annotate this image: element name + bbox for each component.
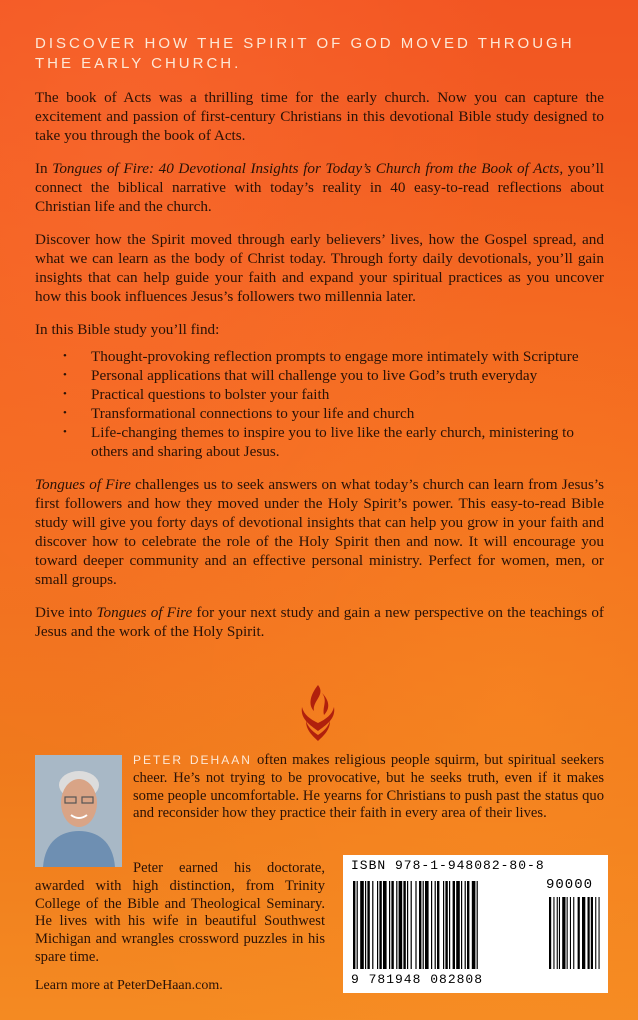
headline: DISCOVER HOW THE SPIRIT OF GOD MOVED THROUGH THE EARLY CHURCH. [35,35,575,72]
paragraph-challenge: Tongues of Fire challenges us to seek answers on what today’s church can learn from Jesus’s first followers and how they moved under the Holy Spirit’s power. This easy-to-read Bible study will give you forty days of devotional insights that can help you grow in your faith and discover how to celebrate the role of the Holy Spirit then and now. It will encourage you toward deeper community and an effective personal ministry. Perfect for women, men, or small groups. [35,476,604,588]
paragraph-discover: Discover how the Spirit moved through early believers’ lives, how the Gospel spread, and what we can learn as the body of Christ today. Through forty daily devotionals, you’ll gain insights that can help guide your faith and expand your spiritual practices as you uncover how this book influences Jesus’s followers two millennia later. [35,231,604,305]
list-item: • Thought-provoking reflection prompts to engage more intimately with Scripture [63,347,604,366]
isbn-barcode [343,855,608,993]
isbn-label: ISBN 978-1-948082-80-8 [351,858,545,873]
paragraph-title-intro: In Tongues of Fire: 40 Devotional Insights for Today’s Church from the Book of Acts, you’ll connect the biblical narrative with today’s reality in 40 easy-to-read reflections about Christian life and the church. [35,160,605,215]
book-title: Tongues of Fire [35,476,131,493]
book-title: Tongues of Fire [96,604,193,621]
author-bio-text: often makes religious people squirm, but spiritual seekers cheer. He’s not trying to be provocative, but he seeks truth, even if it makes some people uncomfortable. He yearns for Christians to push past the status quo and reconsider how they practice their faith in every area of their lives. [133,752,604,822]
book-title: Tongues of Fire: 40 Devotional Insights for Today’s Church from the Book of Acts, [52,160,564,177]
author-bio-credentials: Peter earned his doctorate, awarded with high distinction, from Trinity College of the Bible and Theological Seminary. He lives with his wife in beautiful Southwest Michigan and wrangles crossword puzzles in his spare time. [35,860,325,965]
list-item: • Personal applications that will challenge you to live God’s truth everyday [63,366,604,385]
barcode-number: 9 781948 082808 [351,972,484,987]
learn-more-text: Learn more at PeterDeHaan.com. [35,978,223,993]
description [35,88,604,655]
paragraph-intro: The book of Acts was a thrilling time for the early church. Now you can capture the excitement and passion of first-century Christians in this devotional Bible study designed to take you through the book of Acts. [35,89,604,144]
paragraph-list-intro: In this Bible study you’ll find: [35,321,220,338]
author-bio [35,752,604,866]
feature-list [35,347,604,461]
list-item: • Life-changing themes to inspire you to live like the early church, ministering to others and sharing about Jesus. [63,423,604,461]
author-name: PETER DEHAAN [133,753,252,767]
list-item: • Practical questions to bolster your faith [63,385,604,404]
list-item: • Transformational connections to your life and church [63,404,604,423]
paragraph-dive: Dive into Tongues of Fire for your next study and gain a new perspective on the teachings of Jesus and the work of the Holy Spirit. [35,604,604,640]
flame-logo-icon [296,683,340,743]
barcode-bars [351,875,601,971]
price-code: 90000 [546,877,594,893]
